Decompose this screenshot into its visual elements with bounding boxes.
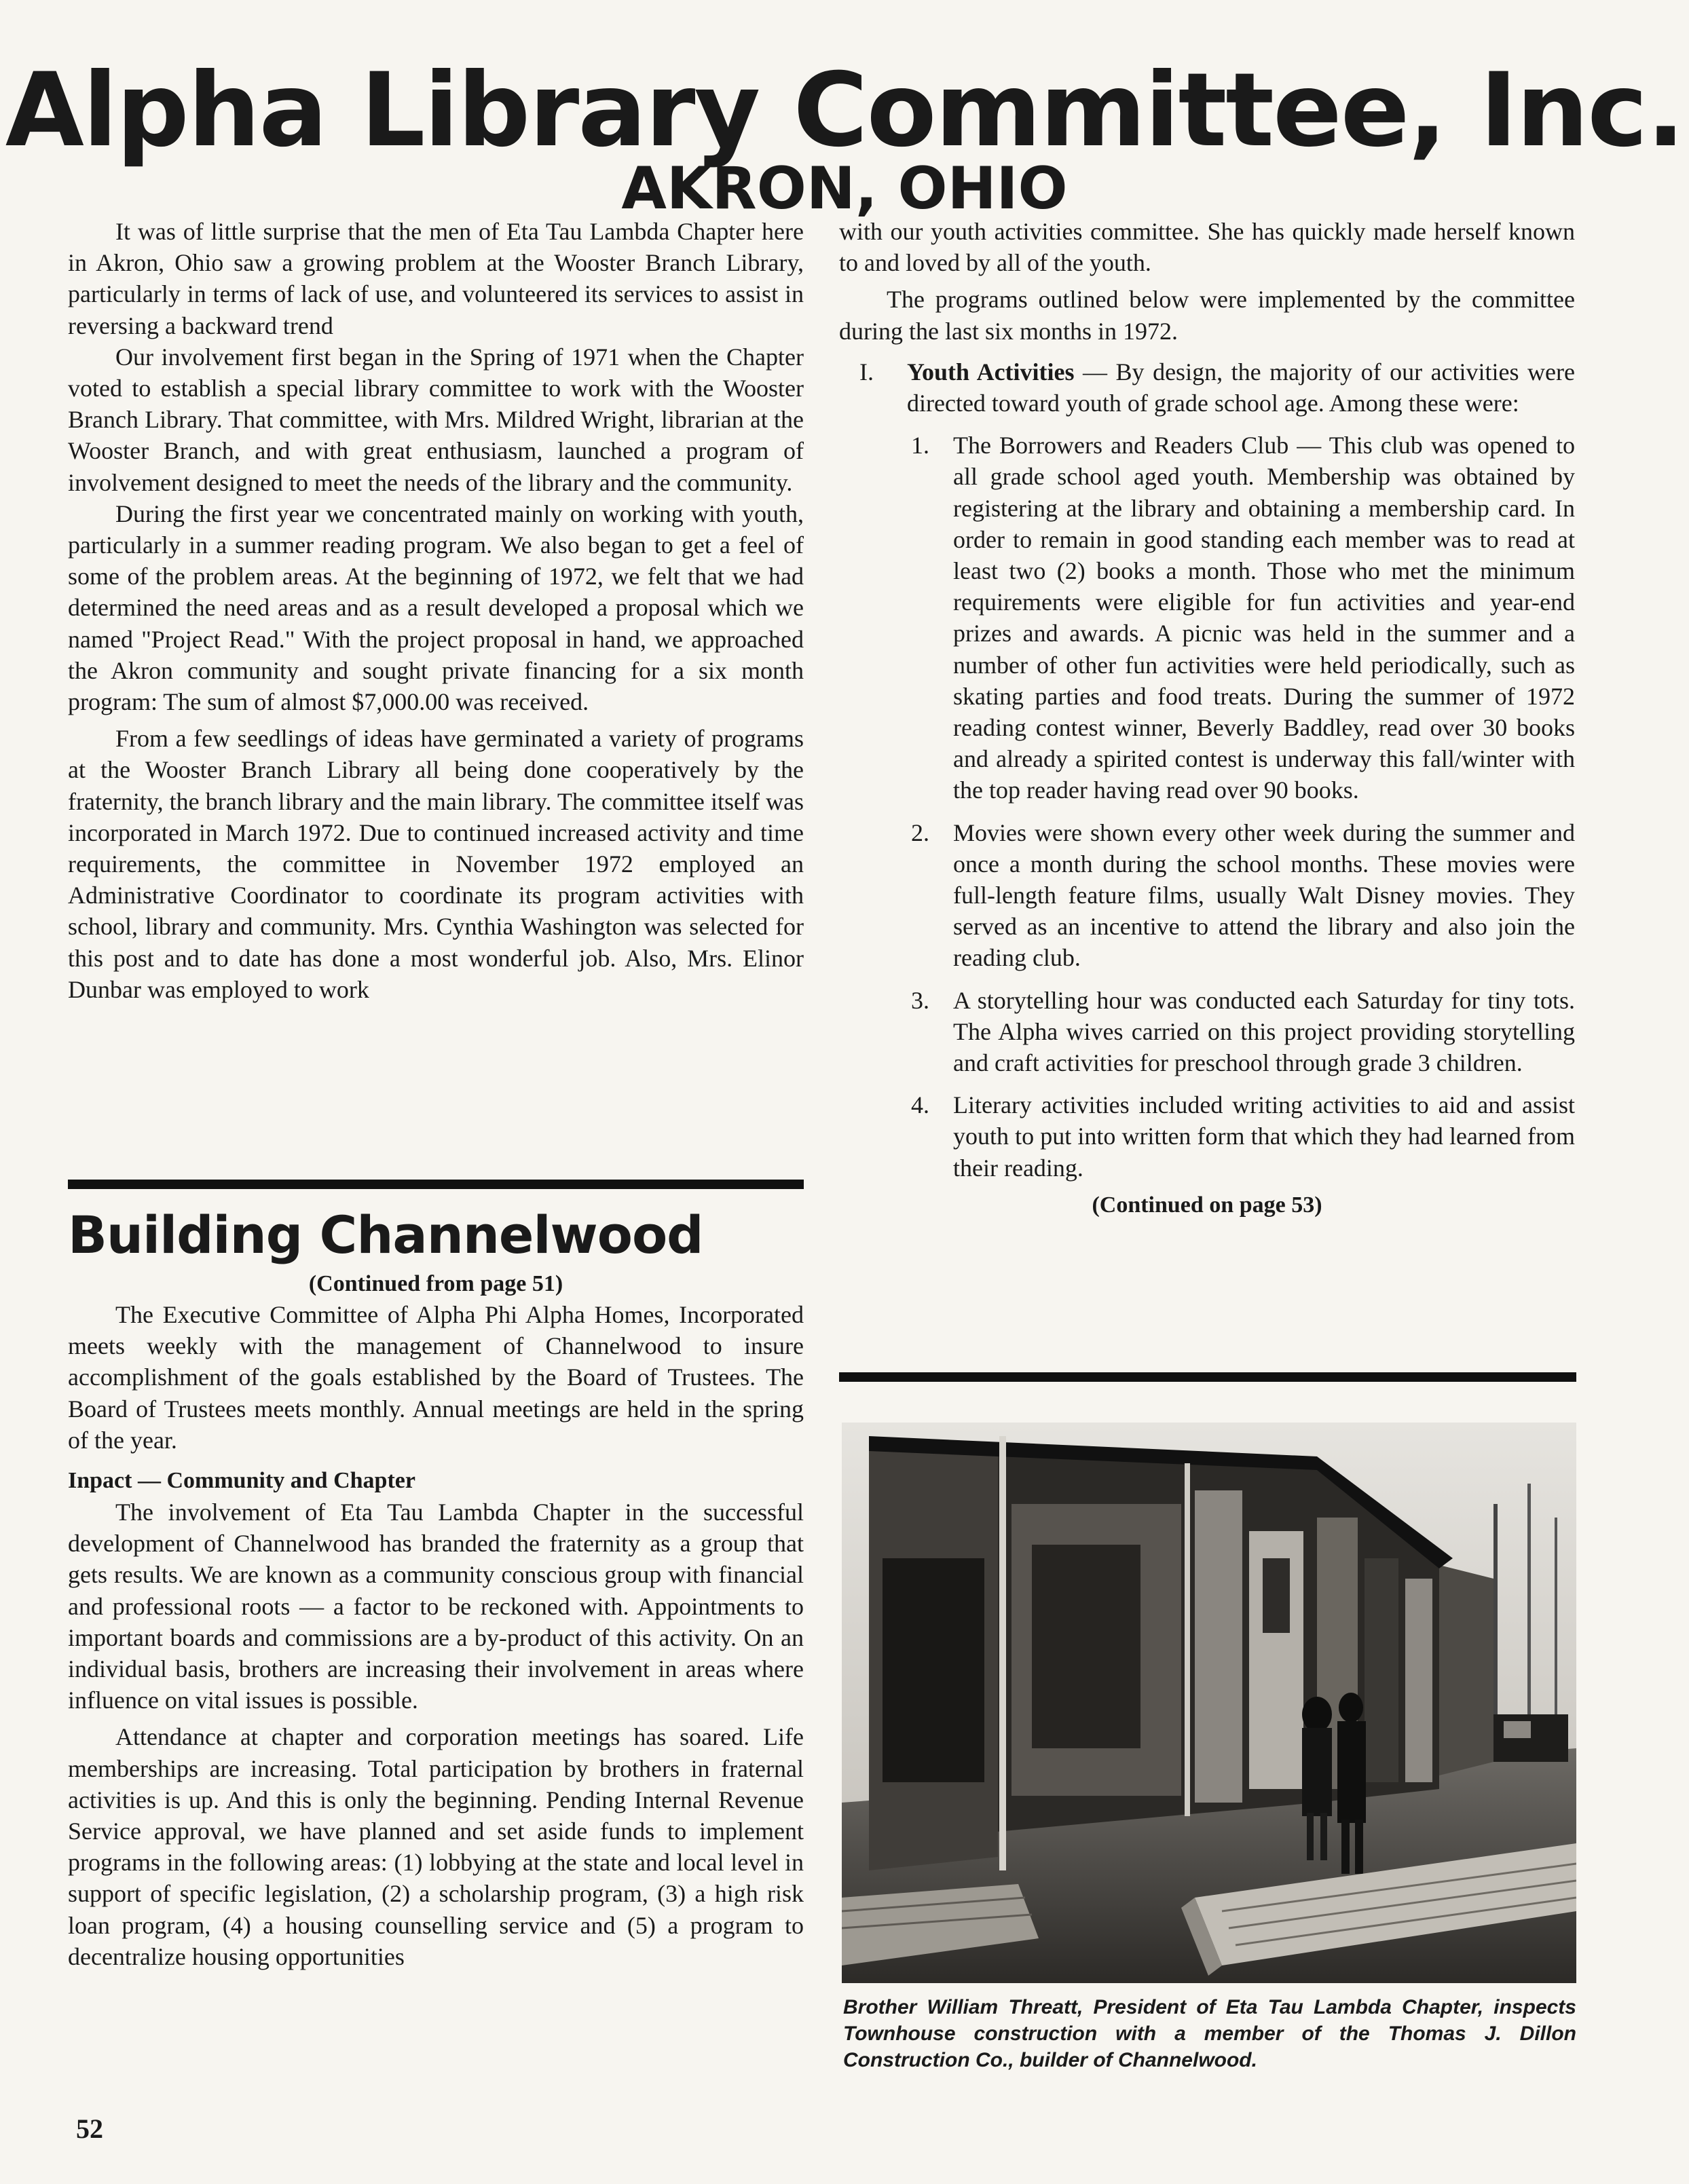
section-divider-left — [68, 1180, 804, 1189]
channelwood-article-column — [68, 1269, 804, 1972]
page-subtitle: AKRON, OHIO — [621, 155, 1068, 223]
list-item-text: A storytelling hour was conducted each Saturday for tiny tots. The Alpha wives carried on this project providing storytelling and craft activities for preschool through grade 3 children. — [953, 986, 1575, 1077]
outline-item-youth-activities — [839, 356, 1575, 419]
construction-photo — [842, 1423, 1576, 1983]
channelwood-title: Building Channelwood — [68, 1205, 703, 1265]
list-item-text: The Borrowers and Readers Club — This club was opened to all grade school aged youth. Membership was obtained by registering at the library and obtaining a membership card. In order to remain in good standing each member was to read at least two (2) books a month. Those who met the minimum requirements were eligible for fun activities and year-end prizes and awards. A picnic was held in the summer and a number of other fun activities were held periodically, such as skating parties and food treats. During the summer of 1972 reading contest winner, Beverly Baddley, read over 30 books and already a spirited contest is underway this fall/winter with the top reader having read over 90 books. — [953, 432, 1575, 804]
list-item-number: 1. — [911, 432, 929, 459]
page-title: Alpha Library Committee, Inc. — [5, 52, 1684, 170]
continued-on-note: (Continued on page 53) — [1092, 1192, 1322, 1218]
list-item — [839, 817, 1575, 974]
library-right-paragraph-1: with our youth activities committee. She has quickly made herself known to and loved by all of the youth. — [839, 218, 1575, 277]
library-paragraph-3: During the first year we concentrated mainly on working with youth, particularly in a summer reading program. We also began to get a feel of some of the problem areas. At the beginning of 1972, we felt that we had determined the need areas and as a result developed a proposal which we named "Project Read." With the project proposal in hand, we approached the Akron community and sought private financing for a six month program: The sum of almost $7,000.00 was received. — [68, 500, 804, 716]
channelwood-paragraph-3: Attendance at chapter and corporation meetings has soared. Life memberships are increasing. Total participation by brothers in fraternal activities is up. And this is only the beginning. Pending Internal Revenue Service approval, we have planned and set aside funds to implement programs in the following areas: (1) lobbying at the state and local level in support of specific legislation, (2) a scholarship program, (3) a high risk loan program, (4) a housing counselling service and (5) a program to decentralize housing opportunities — [68, 1723, 804, 1970]
outline-heading: Youth Activities — [907, 358, 1075, 385]
list-item-number: 4. — [911, 1091, 929, 1119]
channelwood-paragraph-1: The Executive Committee of Alpha Phi Alpha Homes, Incorporated meets weekly with the management of Channelwood to insure accomplishment of the goals established by the Board of Trustees. The Board of Trustees meets monthly. Annual meetings are held in the spring of the year. — [68, 1301, 804, 1454]
library-paragraph-1: It was of little surprise that the men of Eta Tau Lambda Chapter here in Akron, Ohio saw a growing problem at the Wooster Branch Library, particularly in terms of lack of use, and volunteered its services to assist in reversing a backward trend — [68, 218, 804, 339]
library-paragraph-2: Our involvement first began in the Spring of 1971 when the Chapter voted to establish a special library committee to work with the Wooster Branch Library. That committee, with Mrs. Mildred Wright, librarian at the Wooster Branch, and with great enthusiasm, launched a program of involvement designed to meet the needs of the library and the community. — [68, 343, 804, 496]
list-item-text: Movies were shown every other week during the summer and once a month during the school months. These movies were full-length feature films, usually Walt Disney movies. They served as an incentive to attend the library and also join the reading club. — [953, 818, 1575, 972]
list-item-number: 3. — [911, 986, 929, 1014]
list-item-number: 2. — [911, 818, 929, 846]
outline-text: — By design, the majority of our activities were directed toward youth of grade school age. Among these were: — [907, 358, 1575, 417]
channelwood-subhead: Inpact — Community and Chapter — [68, 1468, 415, 1494]
outline-number: I. — [859, 358, 874, 385]
section-divider-right — [839, 1372, 1576, 1382]
photo-caption: Brother William Threatt, President of Eta Tau Lambda Chapter, inspects Townhouse construction with a member of the Thomas J. Dillon Construction Co., builder of Channelwood. — [843, 1996, 1576, 2071]
page-number: 52 — [76, 2113, 103, 2144]
list-item — [839, 1089, 1575, 1184]
list-item — [839, 430, 1575, 806]
library-right-paragraph-2: The programs outlined below were implemented by the committee during the last six months in 1972. — [839, 286, 1575, 345]
channelwood-paragraph-2: The involvement of Eta Tau Lambda Chapter in the successful development of Channelwood has branded the fraternity as a group that gets results. We are known as a community conscious group with financial and professional roots — a factor to be reckoned with. Appointments to important boards and commissions are a by-product of this activity. On an individual basis, brothers are increasing their involvement in areas where influence on vital issues is possible. — [68, 1499, 804, 1714]
list-item — [839, 985, 1575, 1079]
library-article-right-column — [839, 216, 1575, 1220]
library-paragraph-4: From a few seedlings of ideas have germinated a variety of programs at the Wooster Branch Library all being done cooperatively by the fraternity, the branch library and the main library. The committee itself was incorporated in March 1972. Due to continued increased activity and time requirements, the committee in November 1972 employed an Administrative Coordinator to coordinate its program activities with school, library and community. Mrs. Cynthia Washington was selected for this post and to date has done a most wonderful job. Also, Mrs. Elinor Dunbar was employed to work — [68, 725, 804, 1003]
list-item-text: Literary activities included writing activities to aid and assist youth to put into written form that which they had learned from their reading. — [953, 1091, 1575, 1182]
continued-from-note: (Continued from page 51) — [308, 1271, 563, 1296]
library-article-left-column — [68, 216, 804, 1005]
